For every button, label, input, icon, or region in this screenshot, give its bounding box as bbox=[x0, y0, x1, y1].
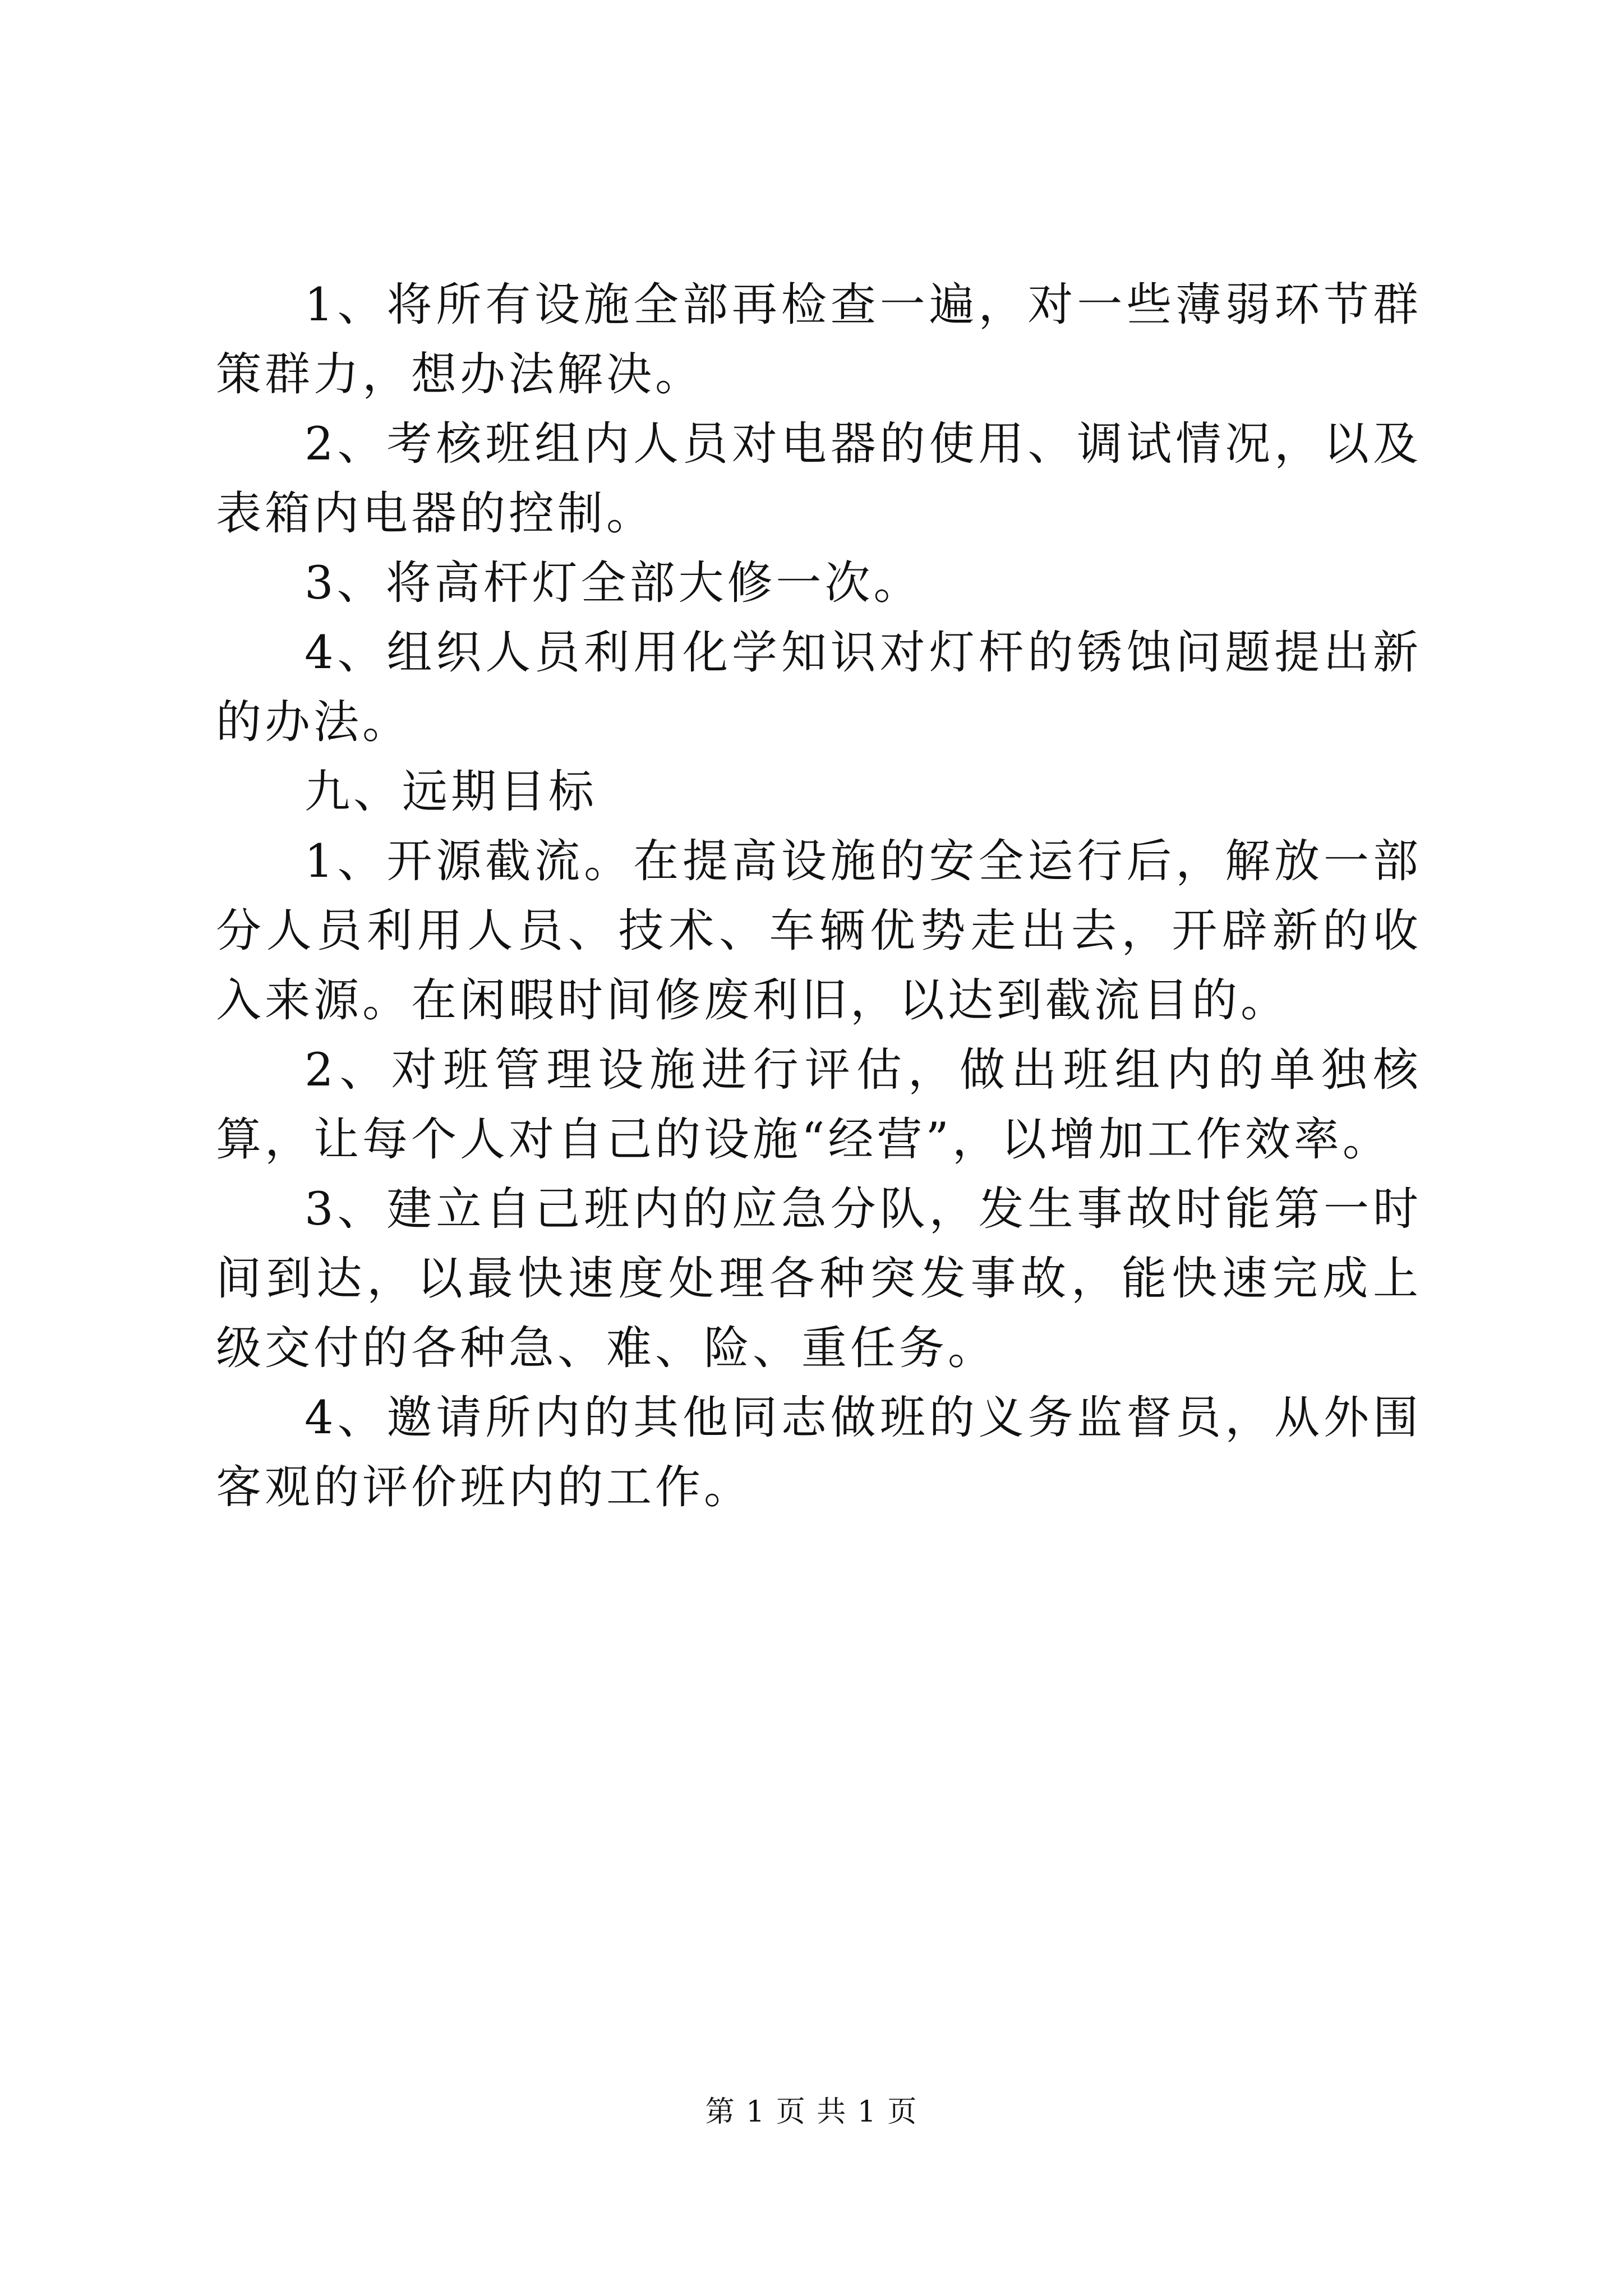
paragraph-item-3: 3、将高杆灯全部大修一次。 bbox=[305, 557, 923, 610]
paragraph-item-7: 3、建立自己班内的应急分队，发生事故时能第一时间到达，以最快速度处理各种突发事故，能快速完成上级交付的各种急、难、险、重任务。 bbox=[216, 1183, 1422, 1375]
paragraph-item-1: 1、将所有设施全部再检查一遍，对一些薄弱环节群策群力，想办法解决。 bbox=[216, 279, 1422, 401]
paragraph-item-8: 4、邀请所内的其他同志做班的义务监督员，从外围客观的评价班内的工作。 bbox=[216, 1392, 1422, 1514]
paragraph-item-2: 2、考核班组内人员对电器的使用、调试情况，以及表箱内电器的控制。 bbox=[216, 418, 1422, 540]
paragraph-item-6: 2、对班管理设施进行评估，做出班组内的单独核算，让每个人对自己的设施“经营”，以增加工作效率。 bbox=[216, 1044, 1422, 1166]
paragraph-item-5: 1、开源截流。在提高设施的安全运行后，解放一部分人员利用人员、技术、车辆优势走出去，开辟新的收入来源。在闲暇时间修废利旧，以达到截流目的。 bbox=[216, 835, 1422, 1027]
page-number: 第 1 页 共 1 页 bbox=[705, 2095, 918, 2129]
paragraph-item-4: 4、组织人员利用化学知识对灯杆的锈蚀问题提出新的办法。 bbox=[216, 627, 1422, 749]
page-footer bbox=[0, 2092, 1623, 2132]
document-body bbox=[216, 270, 1422, 1522]
section-heading: 九、远期目标 bbox=[305, 766, 598, 818]
